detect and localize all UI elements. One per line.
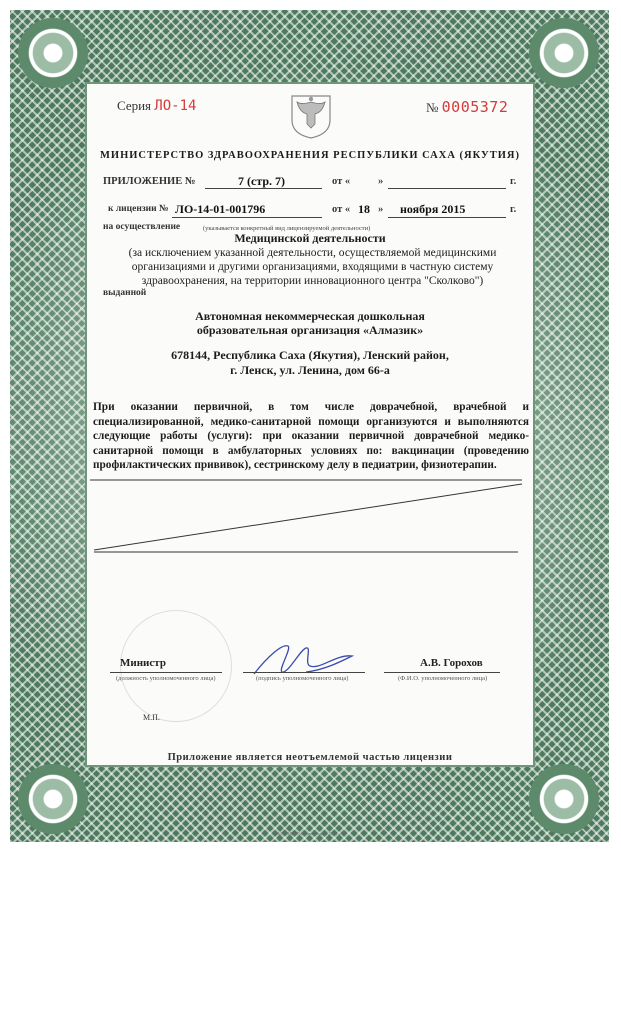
footer-note: Приложение является неотъемлемой частью лицензии [167, 752, 453, 763]
license-year-suffix: г. [510, 204, 517, 215]
license-from-close: » [378, 204, 384, 215]
signer-position: Министр [120, 657, 166, 669]
address-line-1: 678144, Республика Саха (Якутия), Ленский район, [171, 348, 449, 362]
appendix-year-suffix: г. [510, 176, 517, 187]
organization-line-1: Автономная некоммерческая дошкольная [195, 309, 425, 323]
activity-hint: (указывается конкретный вид лицензируемой деятельности) [203, 225, 371, 232]
license-day: 18 [358, 202, 370, 216]
coat-of-arms-icon [288, 90, 334, 140]
stamp-place: М.П. [143, 713, 160, 722]
corner-rosette-bottom-left [18, 764, 88, 834]
number [426, 98, 508, 116]
license-number: ЛО-14-01-001796 [175, 202, 266, 216]
activity-label: на осуществление [103, 222, 181, 232]
corner-rosette-top-left [18, 18, 88, 88]
ministry-title: МИНИСТЕРСТВО ЗДРАВООХРАНЕНИЯ РЕСПУБЛИКИ САХА (ЯКУТИЯ) [100, 150, 520, 161]
blank-space-strike [90, 478, 530, 558]
printer-imprint: ЗАО «СИБИРЬ» Новосибирск, 2015, «А» [274, 831, 346, 836]
signer-name: А.В. Горохов [420, 657, 483, 669]
position-hint: (должность уполномоченного лица) [116, 675, 216, 682]
services-paragraph: При оказании первичной, в том числе доврачебной, врачебной и специализированной, медико-санитарной помощи организуются и выполняются следующие работы (услуги): при оказании первичной доврачебной медико-санитарной помощи в амбулаторных условиях по: вакцинации (проведению профилактических прививок), сестринскому делу в педиатрии, физиотерапии. [93, 401, 529, 471]
number-value: 0005372 [441, 98, 509, 116]
activity-note: (за исключением указанной деятельности, осуществляемой медицинскими организациями и другими организациями, входящими в частную систему здравоохранения, на территории инновационного центра "Сколково") [128, 247, 497, 287]
series-label: Серия [117, 98, 152, 113]
number-label: № [426, 100, 439, 115]
signature-hint: (подпись уполномоченного лица) [256, 675, 349, 682]
corner-rosette-top-right [529, 18, 599, 88]
corner-rosette-bottom-right [529, 764, 599, 834]
activity-title: Медицинской деятельности [234, 231, 386, 245]
organization-line-2: образовательная организация «Алмазик» [196, 323, 424, 337]
issued-label: выданной [103, 288, 147, 298]
series [117, 98, 196, 114]
license-from-label: от « [332, 204, 351, 215]
appendix-label: ПРИЛОЖЕНИЕ № [103, 176, 196, 187]
appendix-from-close: » [378, 176, 384, 187]
name-hint: (Ф.И.О. уполномоченного лица) [398, 675, 488, 682]
appendix-from-label: от « [332, 176, 351, 187]
appendix-number: 7 (стр. 7) [238, 174, 286, 188]
series-value: ЛО-14 [154, 98, 197, 114]
license-label: к лицензии № [108, 204, 169, 214]
license-month-year: ноября 2015 [400, 202, 466, 216]
address-line-2: г. Ленск, ул. Ленина, дом 66-а [230, 363, 390, 377]
